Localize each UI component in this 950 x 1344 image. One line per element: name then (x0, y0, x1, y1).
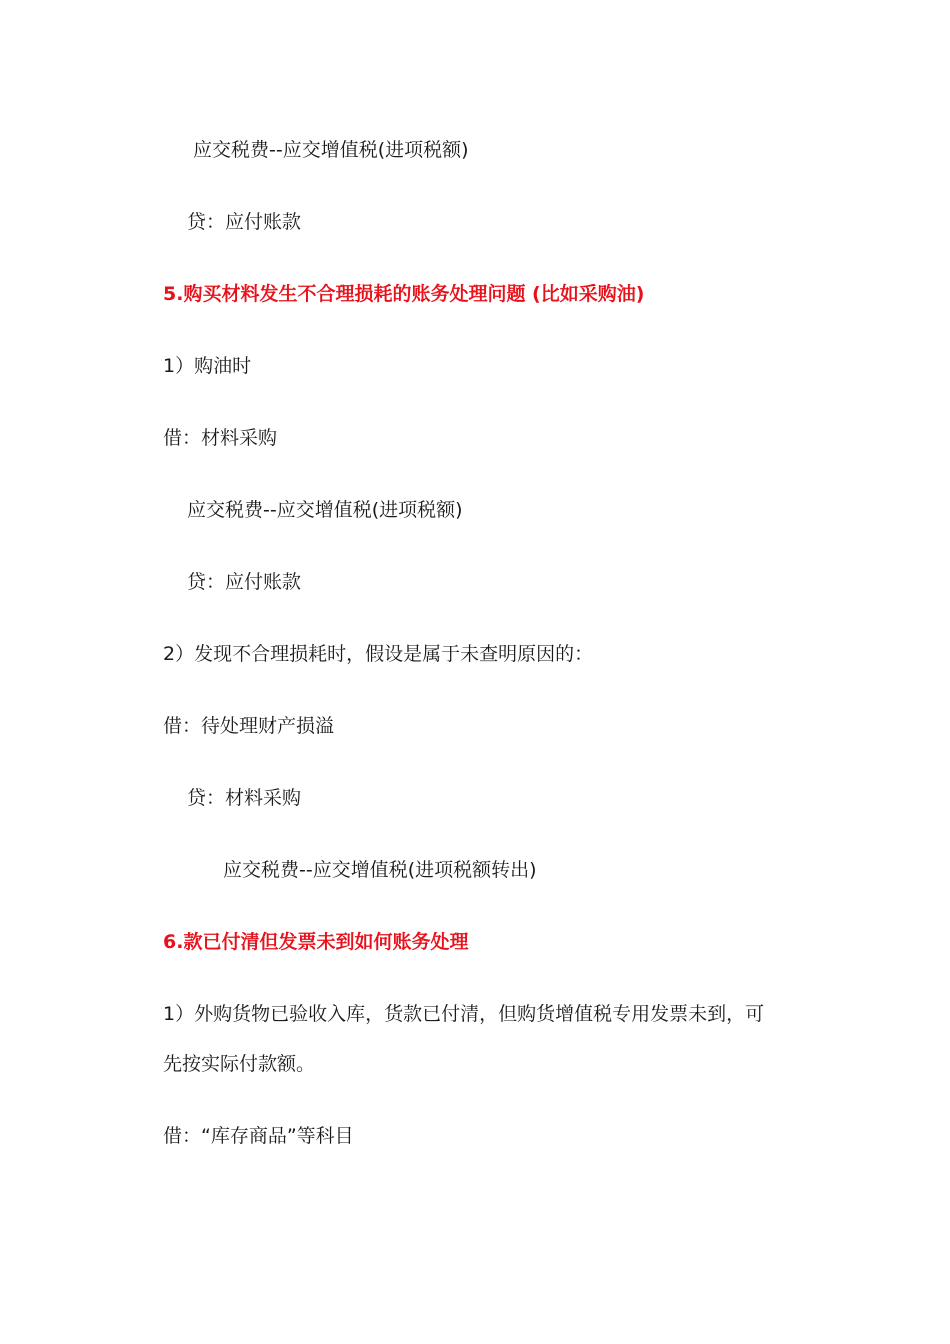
entry-line: 应交税费--应交增值税(进项税额) (193, 139, 469, 161)
entry-line: 贷：应付账款 (187, 571, 302, 593)
entry-line: 应交税费--应交增值税(进项税额转出) (223, 859, 537, 881)
step-line: 1）购油时 (163, 355, 252, 377)
entry-line: 借：待处理财产损溢 (163, 715, 335, 737)
step-line: 2）发现不合理损耗时，假设是属于未查明原因的： (163, 643, 594, 665)
entry-line: 借：材料采购 (163, 427, 278, 449)
entry-line: 借：“库存商品”等科目 (163, 1125, 354, 1147)
entry-line: 贷：材料采购 (187, 787, 302, 809)
entry-line: 应交税费--应交增值税(进项税额) (187, 499, 463, 521)
step-line-continued: 先按实际付款额。 (163, 1053, 316, 1075)
entry-line: 贷：应付账款 (187, 211, 302, 233)
step-line: 1）外购货物已验收入库，货款已付清，但购货增值税专用发票未到，可 (163, 1003, 765, 1025)
section-heading: 5.购买材料发生不合理损耗的账务处理问题 (比如采购油) (163, 283, 645, 305)
section-heading: 6.款已付清但发票未到如何账务处理 (163, 931, 469, 953)
